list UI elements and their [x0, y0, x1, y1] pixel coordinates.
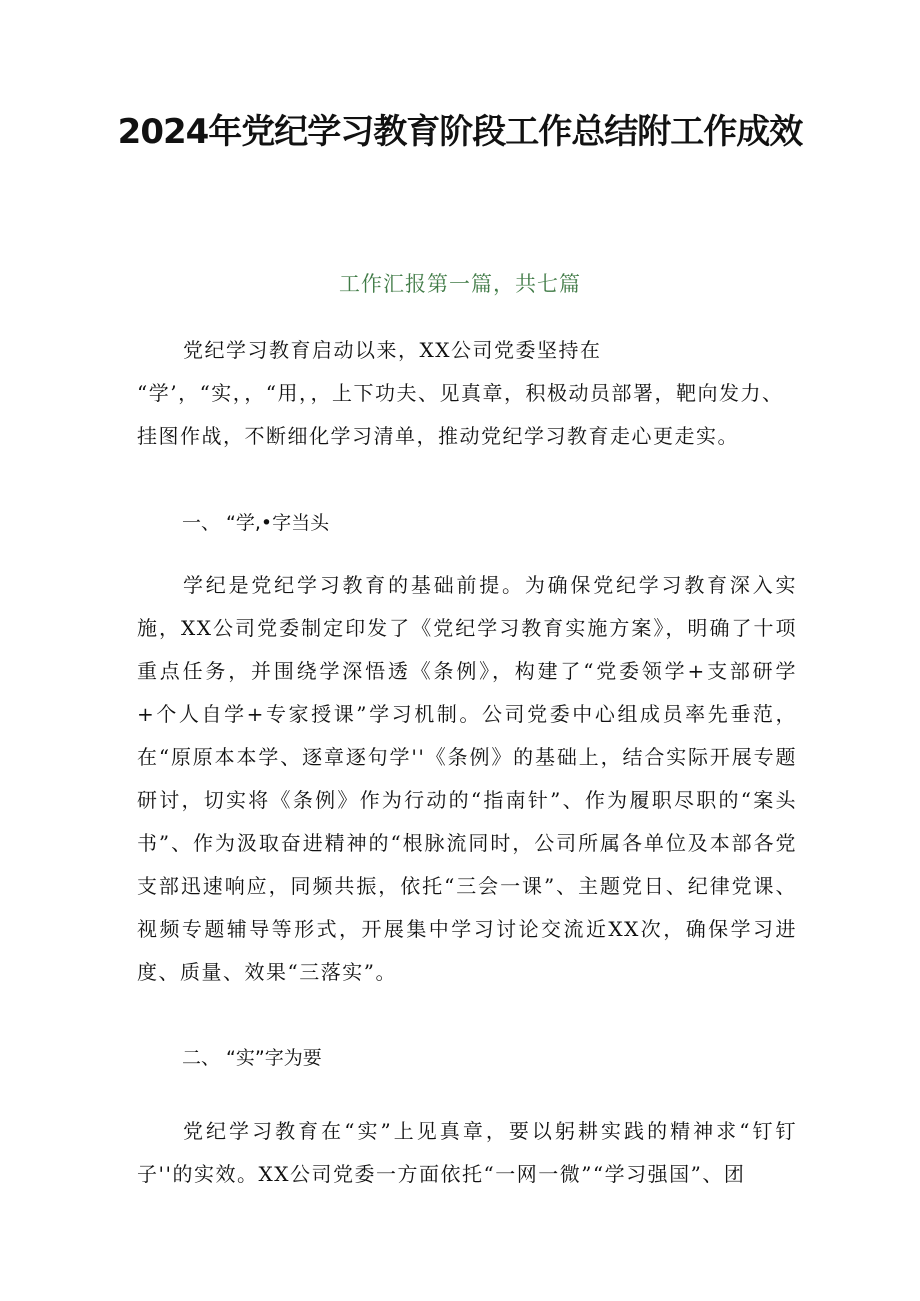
section-1-heading: 一、 “学,•字当头 [182, 512, 330, 534]
document-title: 2024年党纪学习教育阶段工作总结附工作成效 [117, 112, 803, 152]
intro-line-1: 党纪学习教育启动以来，XX公司党委坚持在 [183, 338, 602, 362]
section-2-heading: 二、 “实”字为要 [182, 1047, 322, 1069]
document-subtitle: 工作汇报第一篇，共七篇 [339, 272, 581, 296]
section-2-body: 党纪学习教育在“实”上见真章，要以躬耕实践的精神求“钉钉子''的实效。XX公司党委一方面依托“一网一微”“学习强国”、团 [137, 1119, 797, 1186]
intro-line-3: 挂图作战，不断细化学习清单，推动党纪学习教育走心更走实。 [137, 424, 739, 448]
intro-line-2: “学’，“实，，“用，，上下功夫、见真章，积极动员部署，靶向发力、 [137, 381, 784, 405]
intro-paragraph [137, 329, 797, 458]
section-1-body: 学纪是党纪学习教育的基础前提。为确保党纪学习教育深入实施，XX公司党委制定印发了《党纪学习教育实施方案》，明确了十项重点任务，并围绕学深悟透《条例》，构建了“党委领学+支部研学+个人自学+专家授课”学习机制。公司党委中心组成员率先垂范，在“原原本本学、逐章逐句学''《条例》的基础上，结合实际开展专题研讨，切实将《条例》作为行动的“指南针”、作为履职尽职的“案头书”、作为汲取奋进精神的“根脉流同时，公司所属各单位及本部各党支部迅速响应，同频共振，依托“三会一课”、主题党日、纪律党课、视频专题辅导等形式，开展集中学习讨论交流近XX次，确保学习进度、质量、效果“三落实”。 [137, 573, 797, 984]
